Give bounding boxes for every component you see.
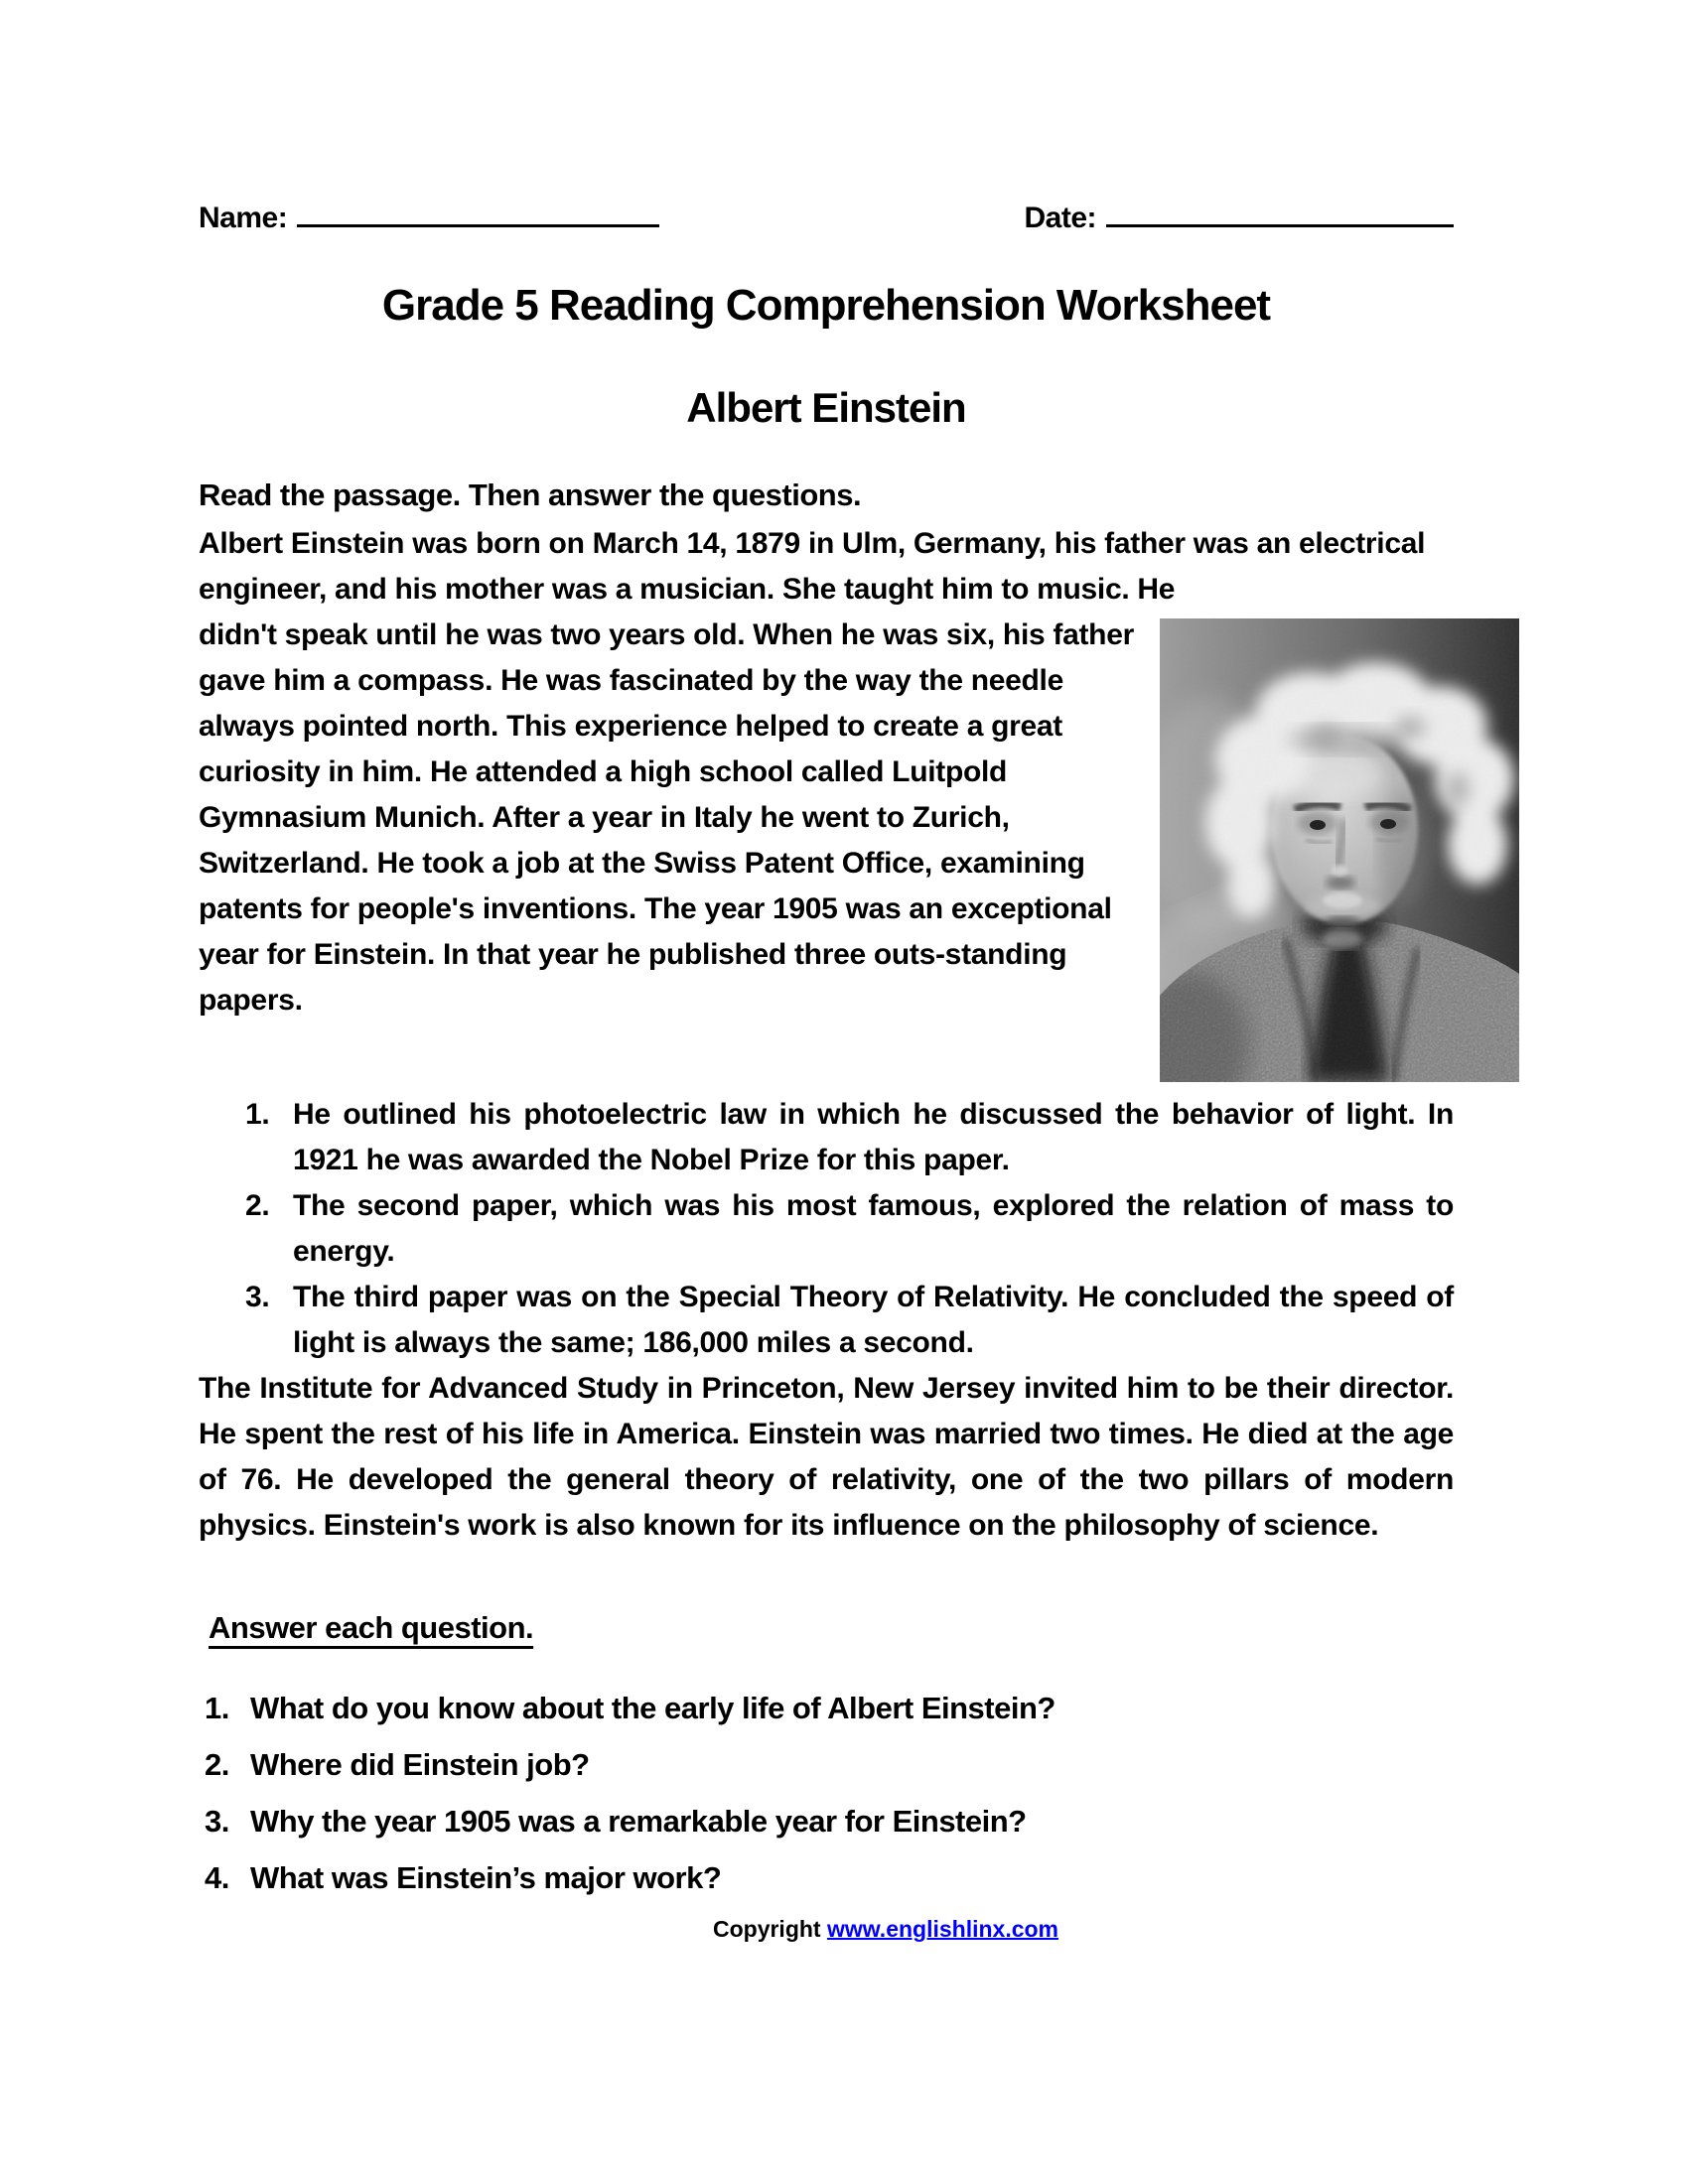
passage-point (199, 1275, 1454, 1366)
passage-conclusion: The Institute for Advanced Study in Princeton, New Jersey invited him to be their director. He spent the rest of his life in America. Einstein was married two times. He died at the age of 76. He developed the general theory of relativity, one of the two pillars of modern physics. Einstein's work is also known for its influence on the philosophy of science. (199, 1372, 1454, 1542)
question-text: Why the year 1905 was a remarkable year for Einstein? (250, 1804, 1027, 1839)
passage-title: Albert Einstein (686, 384, 966, 431)
question-item (199, 1746, 1454, 1784)
point-text: The third paper was on the Special Theory of Relativity. He concluded the speed of light is always the same; 186,000 miles a second. (293, 1281, 1454, 1359)
einstein-photo (1160, 618, 1519, 1082)
question-text: What do you know about the early life of Albert Einstein? (250, 1691, 1055, 1725)
point-number: 1. (245, 1098, 270, 1131)
questions-list (199, 1690, 1454, 1897)
name-field (199, 199, 659, 235)
name-blank-line (297, 199, 659, 227)
point-text: The second paper, which was his most famous, explored the relation of mass to energy. (293, 1189, 1454, 1268)
name-label: Name: (199, 202, 288, 234)
question-number: 2. (205, 1747, 229, 1782)
copyright-label: Copyright (712, 1916, 821, 1942)
date-field (1024, 199, 1454, 235)
copyright-link[interactable]: www.englishlinx.com (826, 1916, 1059, 1942)
passage-body-text: didn't speak until he was two years old. When he was six, his father gave him a compass. He was fascinated by the way the needle always pointed north. This experience helped to create a great curiosity in him. He attended a high school called Luitpold Gymnasium Munich. After a year in Italy he went to Zurich, Switzerland. He took a job at the Swiss Patent Office, examining patents for people's inventions. The year 1905 was an exceptional year for Einstein. In that year he published three outs-standing papers. (199, 618, 1134, 1017)
passage-point (199, 1092, 1454, 1183)
question-item (199, 1803, 1454, 1841)
point-text: He outlined his photoelectric law in which he discussed the behavior of light. In 1921 he was awarded the Nobel Prize for this paper. (293, 1098, 1454, 1176)
instruction-text: Read the passage. Then answer the questions. (199, 478, 862, 512)
date-label: Date: (1024, 202, 1096, 234)
answer-section-heading: Answer each question. (209, 1610, 534, 1645)
question-number: 3. (205, 1804, 229, 1839)
question-text: Where did Einstein job? (250, 1747, 590, 1782)
point-number: 2. (245, 1189, 270, 1222)
question-item (199, 1859, 1454, 1897)
question-text: What was Einstein’s major work? (250, 1860, 722, 1895)
worksheet-title: Grade 5 Reading Comprehension Worksheet (381, 281, 1271, 330)
passage-points (199, 1092, 1454, 1366)
passage-body (199, 613, 1454, 1024)
passage-intro: Albert Einstein was born on March 14, 1879 in Ulm, Germany, his father was an electrical engineer, and his mother was a musician. She taught him to music. He (199, 527, 1426, 606)
question-number: 1. (205, 1691, 229, 1725)
footer (199, 1916, 1454, 1943)
question-item (199, 1690, 1454, 1727)
passage-point (199, 1183, 1454, 1275)
passage (199, 521, 1454, 1549)
point-number: 3. (245, 1281, 270, 1313)
header-row (199, 199, 1454, 235)
date-blank-line (1106, 199, 1454, 227)
question-number: 4. (205, 1860, 229, 1895)
